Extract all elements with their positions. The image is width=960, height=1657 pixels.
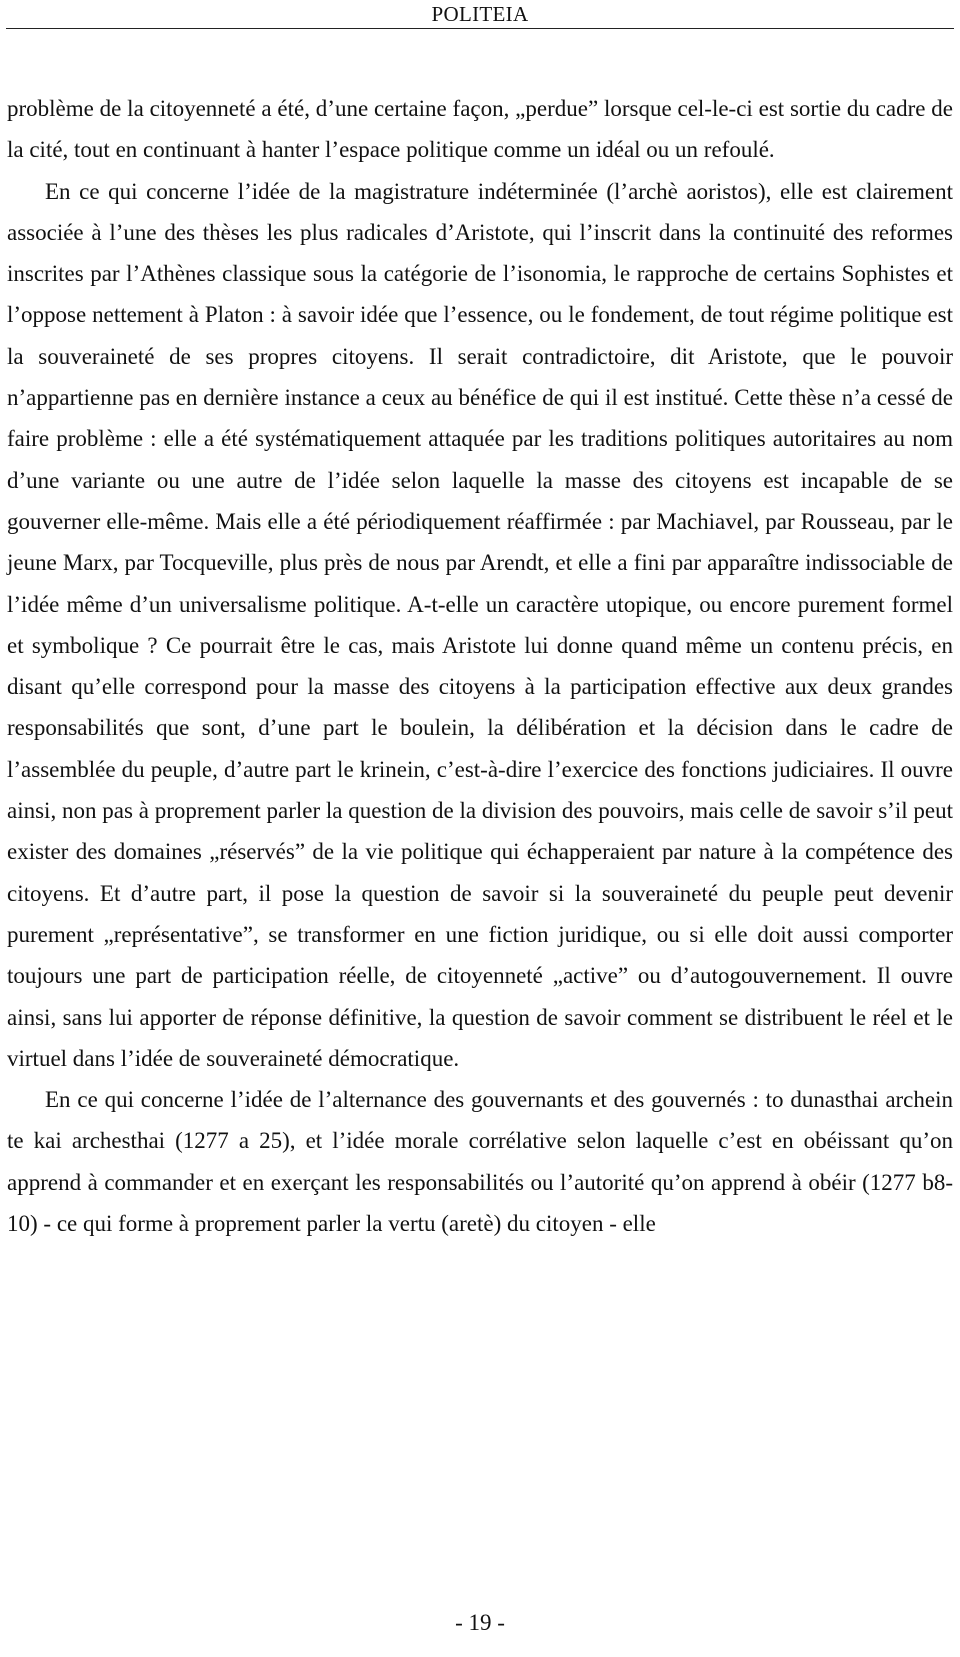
paragraph-continuation: problème de la citoyenneté a été, d’une certaine façon, „perdue” lorsque cel-le-ci est sortie du cadre de la cité, tout en continuant à hanter l’espace politique comme un idéal ou un refoulé. <box>7 96 953 163</box>
running-header-title: POLITEIA <box>431 2 529 26</box>
running-header <box>0 0 960 30</box>
body-text <box>7 88 953 1244</box>
paragraph-alternance: En ce qui concerne l’idée de l’alternance des gouvernants et des gouvernés : to dunasthai archein te kai archesthai (1277 a 25), et l’idée morale corrélative selon laquelle c’est en obéissant qu’on apprend à commander et en exerçant les responsabilités ou l’autorité qu’on apprend à obéir (1277 b8-10) - ce qui forme à proprement parler la vertu (aretè) du citoyen - elle <box>7 1087 953 1237</box>
paragraph-magistrature: En ce qui concerne l’idée de la magistrature indéterminée (l’archè aoristos), elle est clairement associée à l’une des thèses les plus radicales d’Aristote, qui l’inscrit dans la continuité des reformes inscrites par l’Athènes classique sous la catégorie de l’isonomia, le rapproche de certains Sophistes et l’oppose nettement à Platon : à savoir idée que l’essence, ou le fondement, de tout régime politique est la souveraineté de ses propres citoyens. Il serait contradictoire, dit Aristote, que le pouvoir n’appartienne pas en dernière instance a ceux au bénéfice de qui il est institué. Cette thèse n’a cessé de faire problème : elle a été systématiquement attaquée par les traditions politiques autoritaires au nom d’une variante ou une autre de l’idée selon laquelle la masse des citoyens est incapable de se gouverner elle-même. Mais elle a été périodiquement réaffirmée : par Machiavel, par Rousseau, par le jeune Marx, par Tocqueville, plus près de nous par Arendt, et elle a fini par apparaître indissociable de l’idée même d’un universalisme politique. A-t-elle un caractère utopique, ou encore purement formel et symbolique ? Ce pourrait être le cas, mais Aristote lui donne quand même un contenu précis, en disant qu’elle correspond pour la masse des citoyens à la participation effective aux deux grandes responsabilités que sont, d’une part le boulein, la délibération et la décision dans le cadre de l’assemblée du peuple, d’autre part le krinein, c’est-à-dire l’exercice des fonctions judiciaires. Il ouvre ainsi, non pas à proprement parler la question de la division des pouvoirs, mais celle de savoir s’il peut exister des domaines „réservés” de la vie politique qui échapperaient par nature à la compétence des citoyens. Et d’autre part, il pose la question de savoir si la souveraineté du peuple peut devenir purement „représentative”, se transformer en une fiction juridique, ou si elle doit aussi comporter toujours une part de participation réelle, de citoyenneté „active” ou d’autogouvernement. Il ouvre ainsi, sans lui apporter de réponse définitive, la question de savoir comment se distribuent le réel et le virtuel dans l’idée de souveraineté démocratique. <box>7 178 953 1071</box>
page-number: - 19 - <box>455 1610 505 1635</box>
header-divider <box>6 28 954 29</box>
